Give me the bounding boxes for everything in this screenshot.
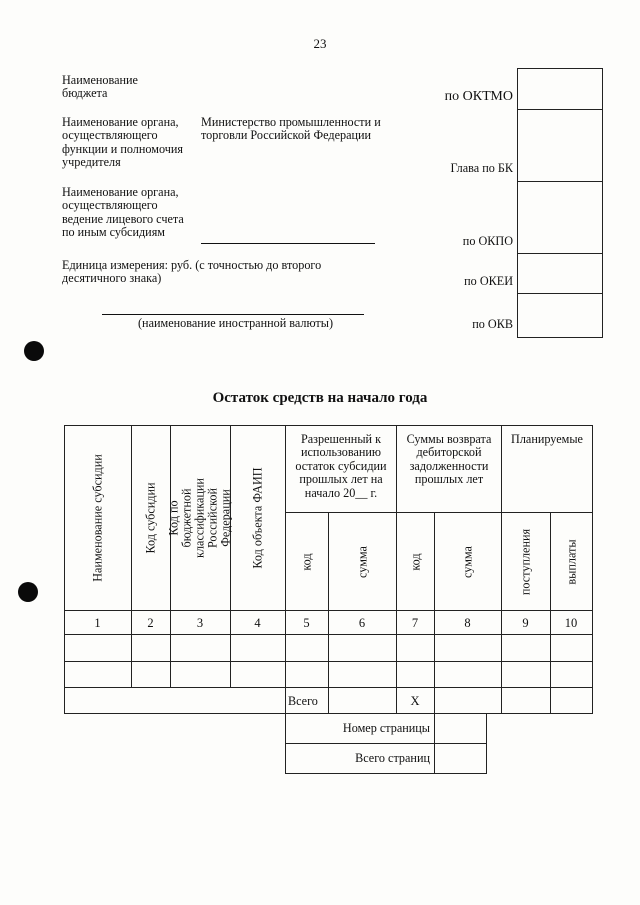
budget-name-label: Наименование бюджета bbox=[62, 73, 138, 101]
col-subsidy-code-text: Код субсидии bbox=[143, 482, 157, 554]
glava-label: Глава по БК bbox=[450, 161, 513, 175]
total-label: Всего bbox=[288, 694, 318, 708]
col-number: 2 bbox=[147, 616, 154, 630]
sub-sum-2-text: сумма bbox=[460, 545, 475, 578]
okei-label: по ОКЕИ bbox=[464, 274, 513, 288]
col-number: 4 bbox=[254, 616, 261, 630]
sub-sum-1 bbox=[329, 513, 396, 610]
sub-code-2-text: код bbox=[408, 552, 422, 571]
oktmo-label: по ОКТМО bbox=[444, 89, 513, 104]
okv-label: по ОКВ bbox=[472, 317, 513, 331]
col-subsidy-name-text: Наименование субсидии bbox=[90, 454, 104, 582]
total-x-mark: X bbox=[410, 694, 420, 708]
organ-value: Министерство промышленности и торговли Российской Федерации bbox=[201, 115, 381, 143]
col-budget-class-code bbox=[166, 426, 233, 610]
sub-sum-1-text: сумма bbox=[355, 545, 369, 578]
col-number: 3 bbox=[196, 616, 204, 630]
pages-total-label: Всего страниц bbox=[355, 751, 430, 765]
section-title: Остаток средств на начало года bbox=[212, 390, 428, 406]
col-number: 1 bbox=[94, 616, 101, 630]
col-number: 9 bbox=[522, 616, 529, 630]
sub-code-1 bbox=[286, 513, 328, 610]
col-number: 8 bbox=[464, 616, 471, 630]
unit-label: Единица измерения: руб. (с точностью до второго десятичного знака) bbox=[62, 258, 322, 286]
sub-code-1-text: код bbox=[299, 552, 314, 571]
page-number: 23 bbox=[313, 36, 327, 51]
sub-payments bbox=[551, 513, 592, 610]
col-budget-class-code-text: Код по бюджетной классификации Российской Федерации bbox=[166, 478, 233, 558]
currency-caption: (наименование иностранной валюты) bbox=[138, 316, 334, 330]
col-number: 7 bbox=[411, 616, 419, 630]
sub-code-2 bbox=[397, 513, 434, 610]
col-subsidy-code bbox=[131, 426, 170, 610]
sub-payments-text: выплаты bbox=[564, 538, 578, 585]
col-number: 5 bbox=[303, 616, 310, 630]
sub-income-text: поступления bbox=[518, 528, 533, 595]
group-debt-return: Суммы возврата дебиторской задолженности прошлых лет bbox=[406, 432, 492, 487]
col-subsidy-name bbox=[64, 426, 131, 610]
col-faip-code-text: Код объекта ФАИП bbox=[250, 467, 264, 569]
organ-label: Наименование органа, осуществляющего функции и полномочия учредителя bbox=[62, 115, 183, 170]
sub-sum-2 bbox=[435, 513, 501, 610]
account-organ-label: Наименование органа, осуществляющего ведение лицевого счета по иным субсидиям bbox=[62, 185, 184, 240]
sub-income bbox=[502, 513, 550, 610]
group-planned: Планируемые bbox=[511, 432, 583, 446]
group-allowed-balance: Разрешенный к использованию остаток субсидии прошлых лет на начало 20__ г. bbox=[295, 432, 387, 500]
page-number-label: Номер страницы bbox=[342, 721, 430, 735]
okpo-label: по ОКПО bbox=[462, 234, 513, 248]
col-faip-code bbox=[230, 426, 285, 610]
col-number: 6 bbox=[358, 616, 366, 630]
col-number: 10 bbox=[564, 616, 578, 630]
